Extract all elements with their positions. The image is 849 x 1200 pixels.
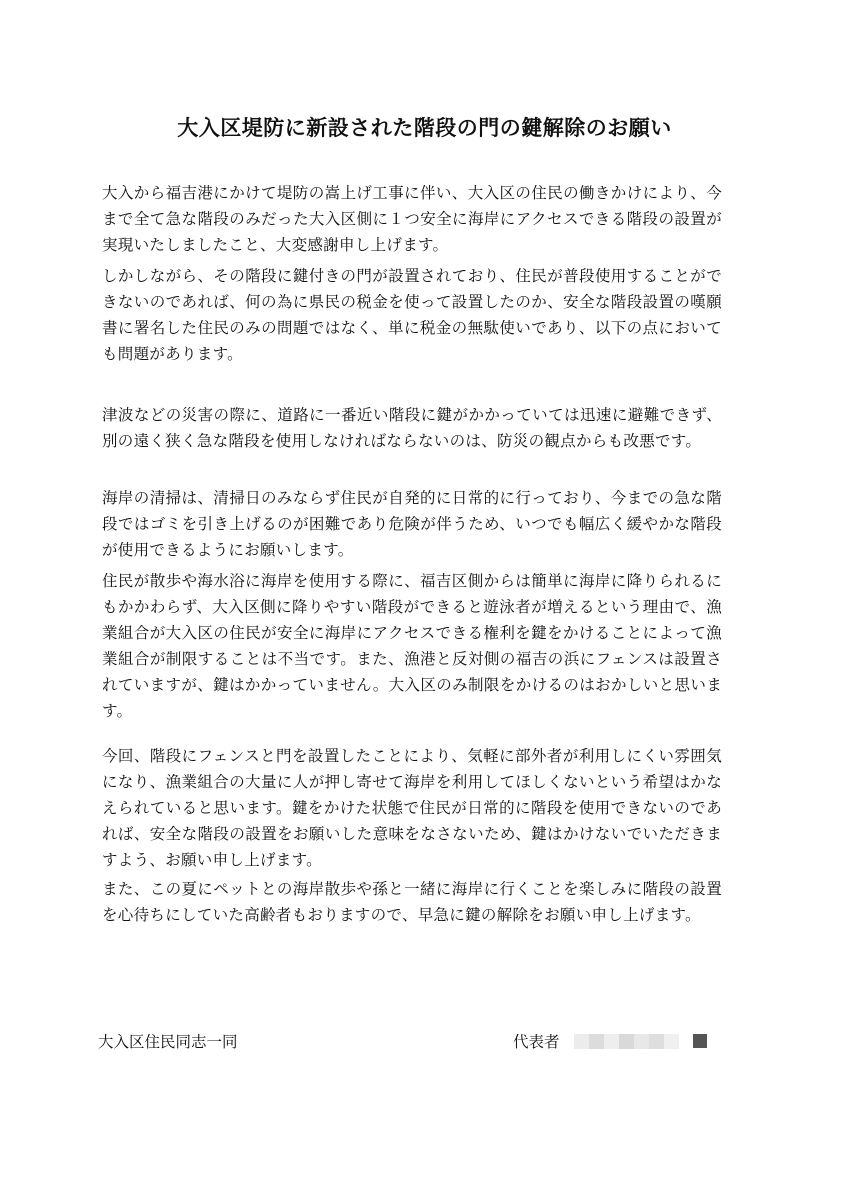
representative-label: 代表者 bbox=[513, 1033, 560, 1051]
paragraph-request: 今回、階段にフェンスと門を設置したことにより、気軽に部外者が利用しにくい雰囲気になり、漁業組合の大量に人が押し寄せて海岸を利用してほしくないという希望はかなえられていると思います。鍵をかけた状態で住民が日常的に階段を使用できないのであれば、安全な階段の設置をお願いした意味をなさないため、鍵はかけないでいただきますよう、お願い申し上げます。 bbox=[102, 747, 722, 869]
signatory: 大入区住民同志一同 bbox=[98, 1033, 238, 1051]
paragraph-cleaning: 海岸の清掃は、清掃日のみならず住民が自発的に日常的に行っており、今までの急な階段ではゴミを引き上げるのが困難であり危険が伴うため、いつでも幅広く緩やかな階段が使用できるようにお願いします。 bbox=[102, 489, 722, 559]
page-title: 大入区堤防に新設された階段の門の鍵解除のお願い bbox=[177, 116, 672, 140]
redacted-name bbox=[574, 1034, 679, 1049]
paragraph-intro: 大入から福吉港にかけて堤防の嵩上げ工事に伴い、大入区の住民の働きかけにより、今まで全て急な階段のみだった大入区側に１つ安全に海岸にアクセスできる階段の設置が実現いたしましたこと、大変感謝申し上げます。 bbox=[102, 184, 722, 254]
paragraph-problem: しかしながら、その階段に鍵付きの門が設置されており、住民が普段使用することができないのであれば、何の為に県民の税金を使って設置したのか、安全な階段設置の嘆願書に署名した住民のみの問題ではなく、単に税金の無駄使いであり、以下の点においても問題があります。 bbox=[102, 267, 722, 363]
redaction-mark bbox=[693, 1034, 707, 1048]
paragraph-access-rights: 住民が散歩や海水浴に海岸を使用する際に、福吉区側からは簡単に海岸に降りられるにもかかわらず、大入区側に降りやすい階段ができると遊泳者が増えるという理由で、漁業組合が大入区の住民が安全に海岸にアクセスできる権利を鍵をかけることによって漁業組合が制限することは不当です。また、漁港と反対側の福吉の浜にフェンスは設置されていますが、鍵はかかっていません。大入区のみ制限をかけるのはおかしいと思います。 bbox=[102, 572, 722, 720]
paragraph-disaster: 津波などの災害の際に、道路に一番近い階段に鍵がかかっていては迅速に避難できず、別の遠く狭く急な階段を使用しなければならないのは、防災の観点からも改悪です。 bbox=[102, 406, 722, 450]
paragraph-closing: また、この夏にペットとの海岸散歩や孫と一緒に海岸に行くことを楽しみに階段の設置を心待ちにしていた高齢者もおりますので、早急に鍵の解除をお願い申し上げます。 bbox=[102, 880, 722, 924]
representative bbox=[513, 1030, 707, 1052]
